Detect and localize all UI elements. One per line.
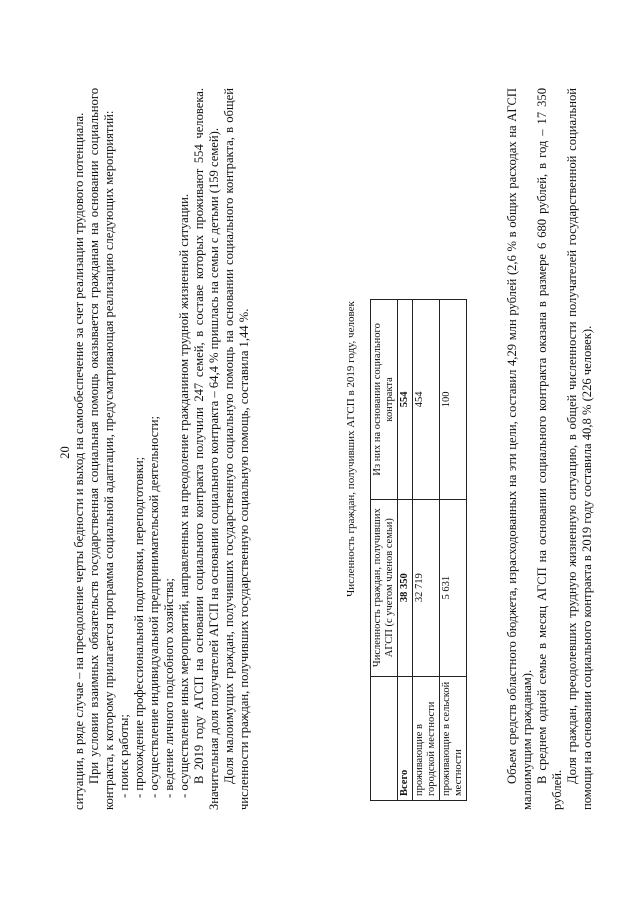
cell-total: 38 350 <box>398 499 413 676</box>
paragraph: В среднем одной семье в месяц АГСП на основании социального контракта оказана в размере 6 680 рублей, в год – 17 350 рублей. <box>535 88 564 810</box>
page-number: 20 <box>58 446 72 459</box>
paragraph: Объем средств областного бюджета, израсходованных на эти цели, составил 4,29 млн рублей (2,6 % в общих расходах на АГСП малоимущим гражданам). <box>505 88 534 810</box>
paragraph: При условии взаимных обязательств государственная социальная помощь оказывается гражданам на основании социального контракта, к которому прилагается программа социальной адаптации, предусматривающая реализацию следующих мероприятий: <box>87 88 116 810</box>
row-label: проживающие в сельской местности <box>440 676 467 800</box>
text-block-top <box>72 88 252 810</box>
bullet-item: - прохождение профессиональной подготовки, переподготовки; <box>132 456 146 798</box>
bullet-item: - поиск работы; <box>117 714 131 798</box>
cell-total: 5 631 <box>440 499 467 676</box>
cell-contract: 454 <box>413 300 440 500</box>
table-caption: Численность граждан, получивших АГСП в 2019 году, человек <box>345 301 357 597</box>
bullet-item: - ведение личного подсобного хозяйства; <box>162 578 176 798</box>
paragraph: Доля малоимущих граждан, получивших государственную социальную помощь на основании социального контракта, в общей численности граждан, получивших государственную социальную помощь, составила 1,44 %. <box>222 88 251 810</box>
paragraph: В 2019 году АГСП на основании социального контракта получили 247 семей, в составе которых проживают 554 человека. Значительная доля получателей АГСП на основании социального контракта – 64,4 % пришлась на семьи с детьми (159 семей). <box>192 88 221 810</box>
data-table <box>370 299 467 801</box>
bullet-item: - осуществление иных мероприятий, направленных на преодоление гражданином трудной жизненной ситуации. <box>177 193 191 798</box>
table-header-row <box>371 300 398 801</box>
paragraph: Доля граждан, преодолевших трудную жизненную ситуацию, в общей численности получателей государственной социальной помощи на основании социального контракта в 2019 году составила 40,8 % (226 человек). <box>565 88 594 810</box>
cell-contract: 554 <box>398 300 413 500</box>
bullet-item: - осуществление индивидуальной предпринимательской деятельности; <box>147 416 161 798</box>
table-row <box>398 300 413 801</box>
paragraph: ситуации, в ряде случае – на преодоление черты бедности и выход на самообеспечение за счет реализации трудового потенциала. <box>72 112 86 810</box>
cell-total: 32 719 <box>413 499 440 676</box>
row-label: проживающие в городской местности <box>413 676 440 800</box>
text-block-bottom <box>505 88 595 810</box>
table-header-cell <box>371 676 398 800</box>
table-header-cell: Из них на основании социального контракта <box>371 300 398 500</box>
row-label: Всего <box>398 676 413 800</box>
table-header-cell: Численность граждан, получивших АГСП (с учетом членов семьи) <box>371 499 398 676</box>
table-row <box>413 300 440 801</box>
cell-contract: 100 <box>440 300 467 500</box>
table-row <box>440 300 467 801</box>
